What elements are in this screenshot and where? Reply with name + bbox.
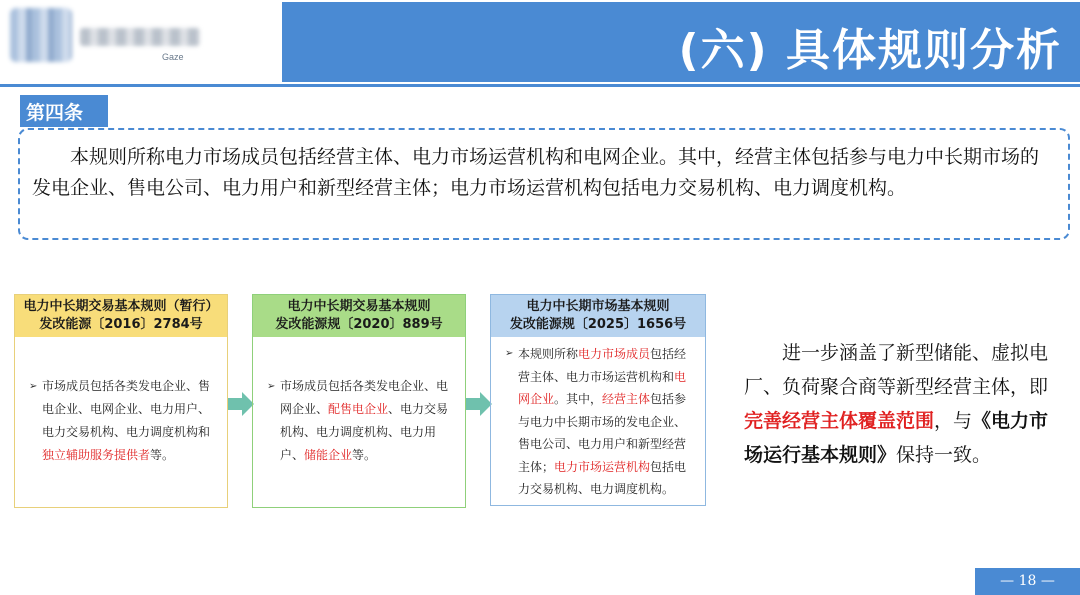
article-text-box bbox=[18, 128, 1070, 240]
highlight-text: 独立辅助服务提供者 bbox=[42, 448, 151, 462]
card-list bbox=[253, 337, 465, 467]
card-list bbox=[491, 337, 705, 501]
card-header bbox=[491, 295, 705, 337]
text-span: 。其中， bbox=[554, 392, 603, 406]
text-span: 市场成员包括各类发电企业、售电企业、电网企业、电力用户、电力交易机构、电力调度机构和 bbox=[42, 379, 211, 439]
logo bbox=[10, 6, 210, 64]
note-text: 保持一致。 bbox=[896, 444, 992, 466]
rule-card-2025 bbox=[490, 294, 706, 506]
text-span: 包括参与电力中长期市场的发电企业、售电公司、电力用户和新型经营主体； bbox=[518, 392, 687, 474]
rule-card-2020 bbox=[252, 294, 466, 508]
note-text: 进一步涵盖了新型储能、虚拟电厂、负荷聚合商等新型经营主体，即 bbox=[744, 342, 1049, 398]
list-item bbox=[267, 375, 457, 467]
highlight-text: 配售电企业 bbox=[328, 402, 389, 416]
highlight-text: 电力市场成员 bbox=[578, 347, 651, 361]
list-item bbox=[29, 375, 219, 467]
note-text: ，与 bbox=[934, 410, 973, 432]
text-span: 包括电力交易机构、电力调度机构。 bbox=[518, 459, 687, 496]
text-span: 等。 bbox=[150, 448, 175, 462]
card-doc-number: 发改能源〔2016〕2784号 bbox=[39, 317, 203, 332]
article-tag: 第四条 bbox=[20, 95, 108, 127]
card-header bbox=[15, 295, 227, 337]
card-header bbox=[253, 295, 465, 337]
arrow-bullet-icon: ➢ bbox=[29, 381, 38, 392]
summary-note bbox=[744, 336, 1062, 472]
text-span: 、电力交易机构、电力调度机构、电力用户、 bbox=[280, 402, 449, 462]
text-span: 本规则所称 bbox=[518, 347, 579, 361]
header-divider bbox=[0, 84, 1080, 87]
title-bar bbox=[282, 2, 1080, 82]
article-text: 本规则所称电力市场成员包括经营主体、电力市场运营机构和电网企业。其中，经营主体包括参与电力中长期市场的发电企业、售电公司、电力用户和新型经营主体；电力市场运营机构包括电力交易机构、电力调度机构。 bbox=[32, 146, 1040, 199]
text-span: 市场成员包括各类发电企业、电网企业、 bbox=[280, 379, 449, 416]
page-title: (六) 具体规则分析 bbox=[678, 25, 1062, 76]
card-doc-number: 发改能源规〔2020〕889号 bbox=[275, 317, 443, 332]
page-number: — 18 — bbox=[975, 568, 1080, 595]
highlight-text: 电力市场运营机构 bbox=[554, 459, 651, 474]
rule-card-2016 bbox=[14, 294, 228, 508]
highlight-text: 储能企业 bbox=[304, 448, 353, 462]
note-highlight: 完善经营主体覆盖范围 bbox=[744, 410, 935, 432]
arrow-bullet-icon: ➢ bbox=[505, 348, 514, 359]
card-title: 电力中长期交易基本规则 bbox=[287, 299, 431, 314]
highlight-text: 电网企业 bbox=[518, 369, 687, 406]
note-reference: 《电力市场运行基本规则》 bbox=[744, 410, 1049, 466]
card-list bbox=[15, 337, 227, 467]
list-item bbox=[505, 343, 697, 501]
text-span: 包括经营主体、电力市场运营机构和 bbox=[518, 347, 687, 384]
card-doc-number: 发改能源规〔2025〕1656号 bbox=[509, 317, 687, 332]
text-span: 等。 bbox=[352, 448, 377, 462]
logo-mark-icon bbox=[10, 8, 72, 62]
card-title: 电力中长期市场基本规则 bbox=[526, 299, 670, 314]
highlight-text: 经营主体 bbox=[602, 392, 651, 406]
card-title: 电力中长期交易基本规则（暂行） bbox=[23, 299, 219, 314]
logo-subtext: Gaze bbox=[162, 52, 184, 62]
arrow-bullet-icon: ➢ bbox=[267, 381, 276, 392]
logo-text-blurred bbox=[80, 28, 200, 46]
